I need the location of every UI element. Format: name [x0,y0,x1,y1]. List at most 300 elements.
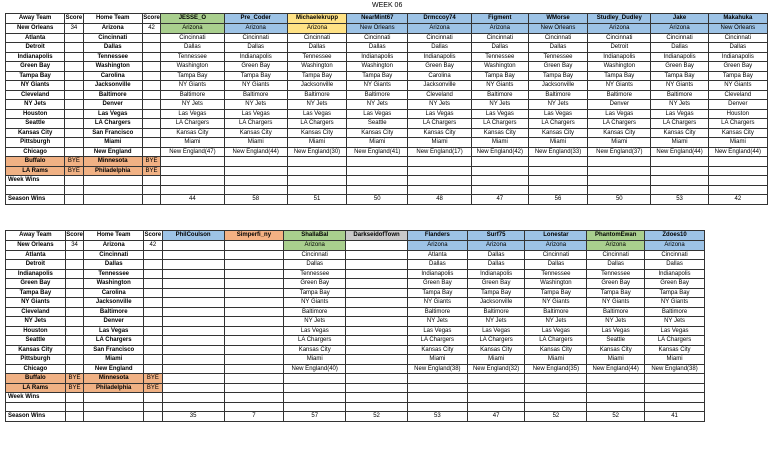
player-pick [162,336,224,346]
home-team: Carolina [83,71,142,81]
player-pick: NY Jets [651,100,708,110]
away-score [65,345,84,355]
away-team: Cleveland [6,307,66,317]
blank-cell [84,402,144,412]
week-wins-cell [284,393,346,403]
player-pick: Indianapolis [467,269,525,279]
season-wins-value: 52 [525,412,587,422]
blank-cell [161,185,224,195]
home-score [142,119,160,129]
player-pick [347,166,408,176]
player-pick: Las Vegas [287,109,346,119]
away-score: 34 [65,241,84,251]
player-pick [224,250,284,260]
season-wins-value: 52 [587,412,645,422]
player-pick: Baltimore [287,90,346,100]
game-row [6,279,705,289]
player-pick [346,279,408,289]
player-pick: New England(44) [651,147,708,157]
home-team: Cincinnati [83,33,142,43]
home-score [142,138,160,148]
player-pick: NY Giants [645,298,705,308]
home-score [144,298,163,308]
player-pick [224,383,284,393]
week-wins-cell [587,393,645,403]
player-pick [708,166,767,176]
player-pick [162,383,224,393]
player-pick: Dallas [708,43,767,53]
blank-cell [467,402,525,412]
home-team: Washington [84,279,144,289]
home-score [142,52,160,62]
blank-cell [224,185,287,195]
week-wins-cell [347,176,408,186]
player-pick: Kansas City [467,345,525,355]
player-pick: Dallas [284,260,346,270]
away-team: LA Rams [6,166,65,176]
player-pick: Tampa Bay [651,71,708,81]
player-pick: Arizona [408,24,471,34]
player-pick: NY Giants [588,81,651,91]
home-team: LA Chargers [84,336,144,346]
player-name: Simperfi_ny [224,231,284,241]
player-pick: Seattle [587,336,645,346]
week-wins-cell [467,393,525,403]
player-pick: New England(44) [587,364,645,374]
player-pick: Green Bay [708,62,767,72]
home-score [144,317,163,327]
player-pick: Dallas [407,260,467,270]
player-pick: Kansas City [645,345,705,355]
player-pick: Kansas City [525,345,587,355]
player-pick: Tampa Bay [467,288,525,298]
game-row [6,147,768,157]
player-pick: New Orleans [347,24,408,34]
home-team: Carolina [84,288,144,298]
week-wins-cell [708,176,767,186]
player-pick [224,364,284,374]
away-score [65,52,83,62]
player-pick: Arizona [161,24,224,34]
home-team: Tennessee [83,52,142,62]
player-pick [528,157,587,167]
game-row [6,383,705,393]
player-pick: Baltimore [224,90,287,100]
player-pick: New England(40) [284,364,346,374]
away-score [65,138,83,148]
player-pick [346,288,408,298]
away-score [65,279,84,289]
player-pick: Arizona [471,24,528,34]
player-name: Michaelekrupp [287,14,346,24]
player-pick: Dallas [467,260,525,270]
home-score [144,269,163,279]
game-row [6,24,768,34]
away-team: Atlanta [6,33,65,43]
home-team: New England [84,364,144,374]
player-pick: Green Bay [407,279,467,289]
player-pick: Jacksonville [408,81,471,91]
player-pick [408,166,471,176]
player-pick: Miami [525,355,587,365]
player-pick: Jacksonville [287,81,346,91]
player-pick: Arizona [525,241,587,251]
player-pick: Green Bay [467,279,525,289]
away-team: NY Jets [6,100,65,110]
away-score [65,109,83,119]
player-pick: Tampa Bay [588,71,651,81]
away-score [65,128,83,138]
player-pick: Las Vegas [471,109,528,119]
player-pick: Dallas [587,260,645,270]
game-row [6,71,768,81]
game-row [6,138,768,148]
player-pick: Indianapolis [651,52,708,62]
player-pick: Arizona [407,241,467,251]
picks-table-bottom [5,230,705,422]
player-pick: NY Jets [645,317,705,327]
away-score [65,81,83,91]
player-pick: Dallas [645,260,705,270]
home-team: Denver [83,100,142,110]
player-pick: Las Vegas [588,109,651,119]
player-pick [346,374,408,384]
player-pick: NY Jets [161,100,224,110]
season-wins-value: 41 [645,412,705,422]
week-wins-cell [161,176,224,186]
week-wins-cell [471,176,528,186]
player-pick [587,383,645,393]
player-pick: Kansas City [588,128,651,138]
away-team: NY Giants [6,298,66,308]
header-row [6,14,768,24]
season-wins-value: 50 [588,195,651,205]
player-pick: Tampa Bay [347,71,408,81]
player-name: PhilCoulson [162,231,224,241]
player-pick: New England(44) [708,147,767,157]
home-score [142,62,160,72]
player-name: Studley_Dudley [588,14,651,24]
player-pick [284,383,346,393]
player-pick: Baltimore [651,90,708,100]
player-pick [224,336,284,346]
game-row [6,260,705,270]
game-row [6,62,768,72]
player-pick: Cincinnati [588,33,651,43]
player-pick [224,241,284,251]
week-wins-cell [84,393,144,403]
blank-cell [528,185,587,195]
week-wins-cell [525,393,587,403]
player-pick: Arizona [587,241,645,251]
blank-cell [651,185,708,195]
game-row [6,90,768,100]
home-team: New England [83,147,142,157]
player-pick: LA Chargers [588,119,651,129]
player-pick [162,364,224,374]
player-pick: Cincinnati [284,250,346,260]
blank-cell [645,402,705,412]
player-pick: Las Vegas [651,109,708,119]
score-header: Score [65,14,83,24]
player-pick [346,364,408,374]
player-pick: Tennessee [161,52,224,62]
home-team: Baltimore [84,307,144,317]
blank-cell [83,185,142,195]
blank-cell [708,185,767,195]
home-score [142,100,160,110]
player-pick: Dallas [651,43,708,53]
home-score [144,364,163,374]
player-pick: Tampa Bay [284,288,346,298]
player-pick: Miami [161,138,224,148]
season-wins-cell [65,195,83,205]
player-name: JESSE_O [161,14,224,24]
player-pick: Denver [708,100,767,110]
player-pick: Arizona [284,241,346,251]
season-wins-cell [142,195,160,205]
player-pick: NY Jets [525,317,587,327]
player-pick: Baltimore [528,90,587,100]
home-score [142,43,160,53]
player-pick: Cincinnati [224,33,287,43]
game-row [6,326,705,336]
week-title: WEEK 06 [372,2,403,9]
player-pick: Cleveland [708,90,767,100]
player-pick [284,374,346,384]
blank-cell [162,402,224,412]
player-pick: Dallas [287,43,346,53]
player-name: Figment [471,14,528,24]
player-pick: New England(42) [471,147,528,157]
player-pick [346,269,408,279]
player-name: DarkseidofTown [346,231,408,241]
player-name: WMorse [528,14,587,24]
home-team: Denver [84,317,144,327]
home-score: BYE [144,383,163,393]
player-name: Surf75 [467,231,525,241]
away-score [65,119,83,129]
blank-cell [284,402,346,412]
away-score: BYE [65,383,84,393]
player-pick: Cincinnati [587,250,645,260]
game-row [6,307,705,317]
player-pick: LA Chargers [651,119,708,129]
season-wins-value: 53 [651,195,708,205]
player-pick: LA Chargers [525,336,587,346]
player-pick: Houston [708,109,767,119]
player-pick: Miami [645,355,705,365]
away-score [65,298,84,308]
player-pick: Carolina [408,71,471,81]
away-score [65,100,83,110]
player-pick: Washington [161,62,224,72]
home-score: BYE [142,166,160,176]
blank-row [6,185,768,195]
player-pick [224,298,284,308]
player-pick: NY Jets [347,100,408,110]
away-score [65,43,83,53]
player-pick: Kansas City [587,345,645,355]
player-pick [162,288,224,298]
player-pick: Baltimore [284,307,346,317]
score-header: Score [142,14,160,24]
player-pick [346,355,408,365]
player-pick: Dallas [528,43,587,53]
player-pick: Cincinnati [408,33,471,43]
player-pick [471,157,528,167]
player-pick: Dallas [161,43,224,53]
game-row [6,374,705,384]
player-pick: Baltimore [525,307,587,317]
week-wins-cell [408,176,471,186]
away-score: BYE [65,166,83,176]
blank-cell [142,185,160,195]
player-pick: Tennessee [587,269,645,279]
player-pick [161,166,224,176]
season-wins-cell [65,412,84,422]
game-row [6,166,768,176]
away-team: LA Rams [6,383,66,393]
player-pick: Indianapolis [408,52,471,62]
player-pick [161,157,224,167]
player-pick: Kansas City [708,128,767,138]
home-score: 42 [142,24,160,34]
away-team: New Orleans [6,24,65,34]
blank-cell [588,185,651,195]
home-score [144,345,163,355]
home-team: Miami [83,138,142,148]
away-team: Pittsburgh [6,355,66,365]
player-pick [287,166,346,176]
player-pick: New England(38) [407,364,467,374]
blank-cell [525,402,587,412]
player-pick: Baltimore [588,90,651,100]
player-pick: Kansas City [651,128,708,138]
player-pick [162,260,224,270]
week-wins-cell [651,176,708,186]
away-team: Chicago [6,364,66,374]
week-wins-cell [65,393,84,403]
home-score [142,33,160,43]
player-pick [587,374,645,384]
player-pick: Seattle [347,119,408,129]
score-header: Score [65,231,84,241]
home-team: Jacksonville [84,298,144,308]
home-score [142,128,160,138]
player-pick: Las Vegas [467,326,525,336]
player-pick [346,317,408,327]
game-row [6,81,768,91]
player-pick [162,279,224,289]
player-name: PhantomEwan [587,231,645,241]
player-pick [224,279,284,289]
player-pick: Green Bay [408,62,471,72]
player-pick [588,157,651,167]
away-team: Detroit [6,260,66,270]
player-pick: Tampa Bay [224,71,287,81]
away-team-header: Away Team [6,14,65,24]
player-pick [645,383,705,393]
week-wins-cell [162,393,224,403]
player-pick: Miami [408,138,471,148]
week-wins-label: Week Wins [6,176,65,186]
player-pick: Green Bay [651,62,708,72]
player-pick [407,383,467,393]
blank-cell [471,185,528,195]
home-score [142,109,160,119]
player-pick [162,326,224,336]
player-pick [224,355,284,365]
player-pick [408,157,471,167]
game-row [6,33,768,43]
away-team: Green Bay [6,279,66,289]
player-pick: New England(32) [467,364,525,374]
player-pick: Arizona [467,241,525,251]
player-pick: NY Jets [471,100,528,110]
home-team: Arizona [84,241,144,251]
week-wins-cell [224,393,284,403]
player-pick: Green Bay [645,279,705,289]
player-pick [346,250,408,260]
game-row [6,119,768,129]
player-pick: Baltimore [467,307,525,317]
player-name: NearMint67 [347,14,408,24]
away-team: Kansas City [6,128,65,138]
player-pick: Cleveland [408,90,471,100]
away-team: Atlanta [6,250,66,260]
blank-cell [346,402,408,412]
away-score [65,326,84,336]
game-row [6,364,705,374]
home-team: San Francisco [84,345,144,355]
player-pick: Dallas [525,260,587,270]
player-pick [162,298,224,308]
player-pick: Miami [407,355,467,365]
player-pick: Cincinnati [471,33,528,43]
player-pick: Tampa Bay [287,71,346,81]
player-pick: Cincinnati [347,33,408,43]
home-team: Dallas [83,43,142,53]
player-name: Flanders [407,231,467,241]
player-pick: Cincinnati [161,33,224,43]
blank-cell [144,402,163,412]
away-team: Cleveland [6,90,65,100]
player-pick: Las Vegas [347,109,408,119]
player-pick [346,307,408,317]
player-pick [346,241,408,251]
player-name: Makahuka [708,14,767,24]
player-pick [346,326,408,336]
player-pick: Arizona [224,24,287,34]
away-score [65,364,84,374]
season-wins-value: 52 [346,412,408,422]
player-pick: NY Giants [347,81,408,91]
player-pick: New England(33) [528,147,587,157]
player-pick: Miami [284,355,346,365]
player-name: ShallaBal [284,231,346,241]
away-score [65,147,83,157]
week-wins-cell [224,176,287,186]
player-pick: Kansas City [347,128,408,138]
player-pick [346,383,408,393]
week-wins-cell [83,176,142,186]
season-wins-value: 35 [162,412,224,422]
player-pick: Jacksonville [467,298,525,308]
player-pick: Baltimore [407,307,467,317]
away-score [65,260,84,270]
blank-cell [6,402,66,412]
